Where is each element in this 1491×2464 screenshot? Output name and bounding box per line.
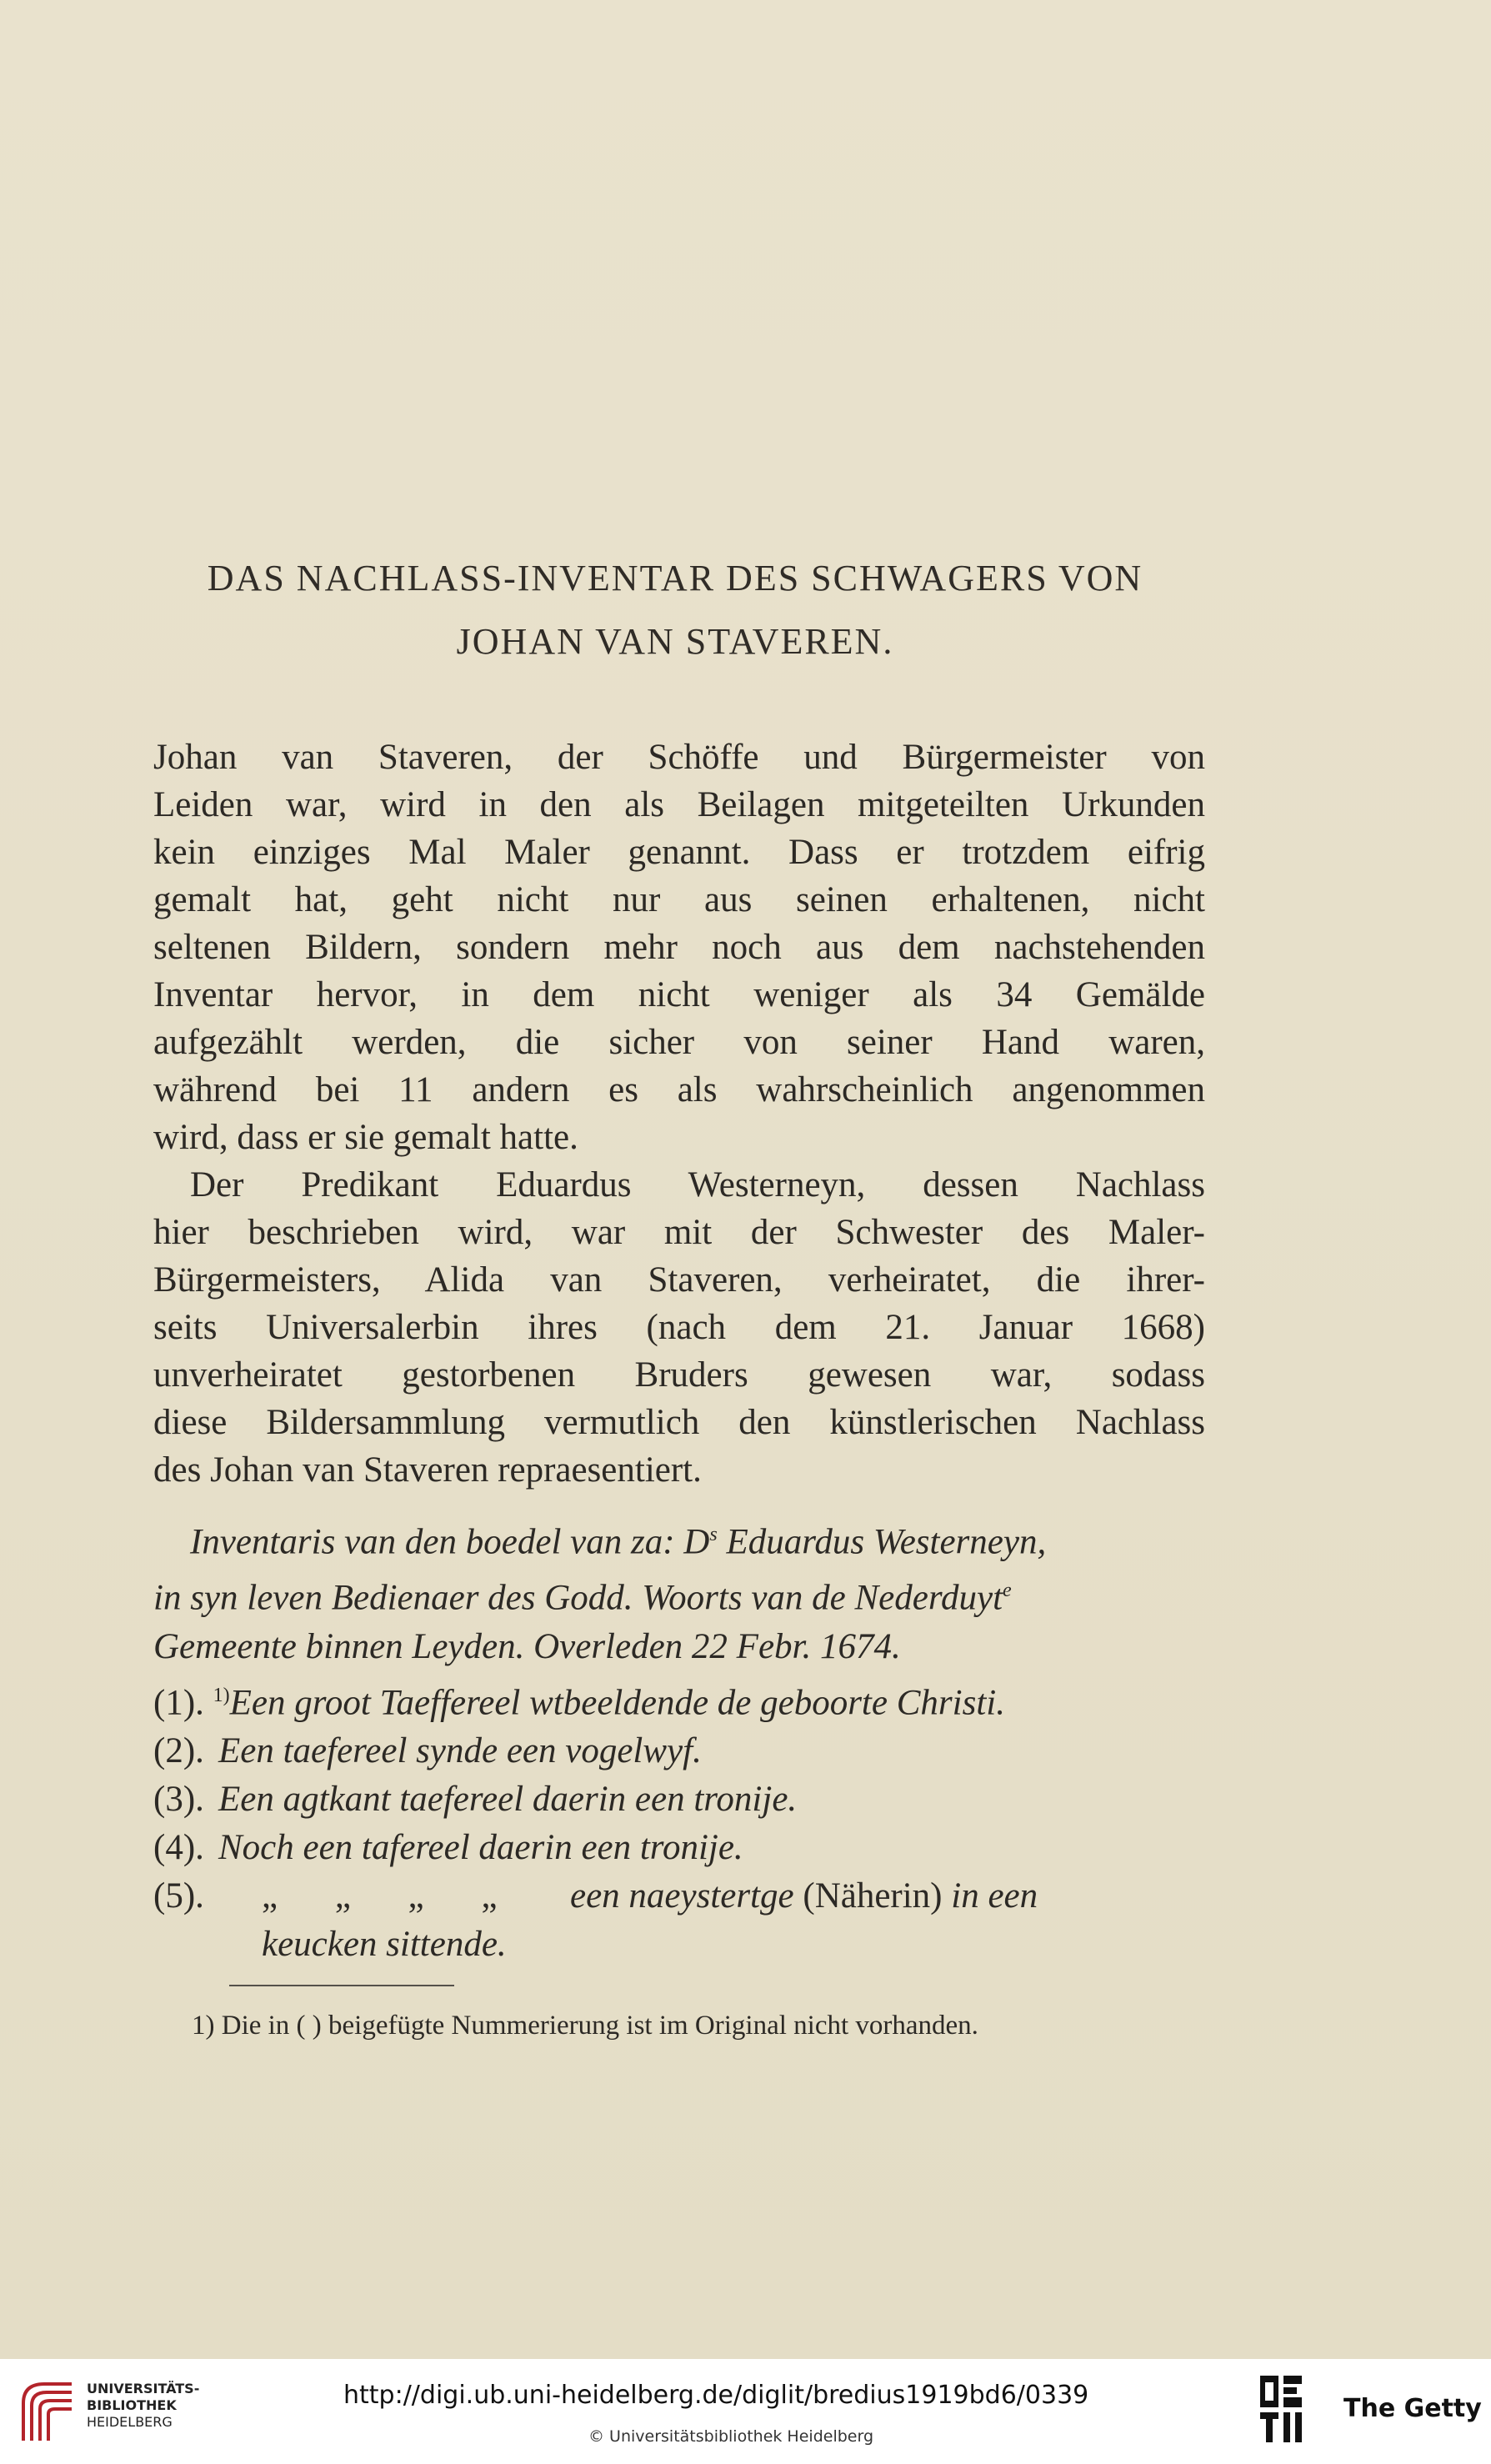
heading-line-1: DAS NACHLASS-INVENTAR DES SCHWAGERS VON — [207, 558, 1143, 598]
inventory-section — [153, 1510, 1205, 1969]
text-span: in syn leven Bedienaer des Godd. Woorts van de Nederduyt — [153, 1578, 1003, 1618]
item-number: (1). — [153, 1682, 204, 1722]
item-text: Noch een tafereel daerin een tronije. — [218, 1827, 743, 1867]
item-number: (5). — [153, 1876, 204, 1916]
ditto-marks: „ „ „ „ — [262, 1876, 498, 1916]
footnote-ref: 1) — [213, 1684, 230, 1706]
text-line: aufgezählt werden, die sicher von seiner Hand waren, — [153, 1023, 1205, 1062]
text-line: seltenen Bildern, sondern mehr noch aus dem nachstehenden — [153, 928, 1205, 967]
copyright-notice: © Universitätsbibliothek Heidelberg — [588, 2427, 874, 2446]
text-line: unverheiratet gestorbenen Bruders gewesen war, sodass — [153, 1355, 1205, 1395]
text-line: wird, dass er sie gemalt hatte. — [153, 1118, 578, 1157]
library-name — [87, 2381, 199, 2431]
inventory-intro-line-3: Gemeente binnen Leyden. Overleden 22 Febr. 1674. — [153, 1626, 901, 1666]
superscript: s — [709, 1524, 718, 1545]
item-text: een naeystertge — [570, 1876, 794, 1916]
text-line: diese Bildersammlung vermutlich den künstlerischen Nachlass — [153, 1403, 1205, 1442]
text-line: gemalt hat, geht nicht nur aus seinen erhaltenen, nicht — [153, 880, 1205, 919]
inventory-item-5 — [153, 1872, 1205, 1921]
item-gloss: (Näherin) — [803, 1876, 943, 1916]
library-name-line: UNIVERSITÄTS- — [87, 2381, 200, 2396]
superscript: e — [1003, 1580, 1012, 1602]
getty-logo-icon — [1257, 2372, 1315, 2447]
text-line: kein einziges Mal Maler genannt. Dass er trotzdem eifrig — [153, 833, 1205, 872]
text-line: Bürgermeisters, Alida van Staveren, verheiratet, die ihrer- — [153, 1260, 1205, 1300]
text-line: Inventar hervor, in dem nicht weniger als 34 Gemälde — [153, 975, 1205, 1014]
footnote: 1) Die in ( ) beigefügte Nummerierung ist im Original nicht vorhanden. — [192, 2011, 978, 2041]
text-line: Leiden war, wird in den als Beilagen mitgeteilten Urkunden — [153, 785, 1205, 824]
paragraph-1 — [153, 734, 1205, 1161]
heading-line-2: JOHAN VAN STAVEREN. — [456, 621, 894, 662]
text-line: hier beschrieben wird, war mit der Schwester des Maler- — [153, 1213, 1205, 1252]
inventory-item-4 — [153, 1824, 1205, 1872]
library-name-line: HEIDELBERG — [87, 2414, 173, 2430]
inventory-item-3 — [153, 1775, 1205, 1824]
paragraph-2 — [153, 1161, 1205, 1494]
item-number: (4). — [153, 1827, 204, 1867]
text-line: während bei 11 andern es als wahrscheinlich angenommen — [153, 1070, 1205, 1109]
item-text: in een — [951, 1876, 1038, 1916]
text-line: Johan van Staveren, der Schöffe und Bürgermeister von — [153, 738, 1205, 777]
getty-name: The Getty — [1343, 2394, 1482, 2423]
text-line: des Johan van Staveren repraesentiert. — [153, 1450, 702, 1490]
footnote-rule — [229, 1985, 454, 1986]
university-library-logo-icon — [15, 2374, 82, 2449]
item-text: Een agtkant taefereel daerin een tronije. — [218, 1779, 798, 1819]
inventory-intro-line-2 — [153, 1566, 1205, 1622]
library-name-line: BIBLIOTHEK — [87, 2397, 177, 2413]
item-text: Een groot Taeffereel wtbeeldende de geboorte Christi. — [229, 1682, 1005, 1722]
text-line: seits Universalerbin ihres (nach dem 21. Januar 1668) — [153, 1308, 1205, 1347]
inventory-item-1 — [153, 1671, 1205, 1727]
item-text: Een taefereel synde een vogelwyf. — [218, 1730, 702, 1770]
item-number: (3). — [153, 1779, 204, 1819]
text-line: Der Predikant Eduardus Westerneyn, dessen Nachlass — [190, 1165, 1205, 1204]
text-span: Inventaris van den boedel van za: D — [190, 1522, 710, 1562]
inventory-item-2 — [153, 1727, 1205, 1775]
inventory-item-5-cont: keucken sittende. — [262, 1924, 507, 1964]
inventory-intro-line-1 — [153, 1510, 1205, 1566]
item-number: (2). — [153, 1730, 204, 1770]
source-url-link[interactable]: http://digi.ub.uni-heidelberg.de/diglit/bredius1919bd6/0339 — [343, 2381, 1089, 2410]
text-span: Eduardus Westerneyn, — [717, 1522, 1047, 1562]
